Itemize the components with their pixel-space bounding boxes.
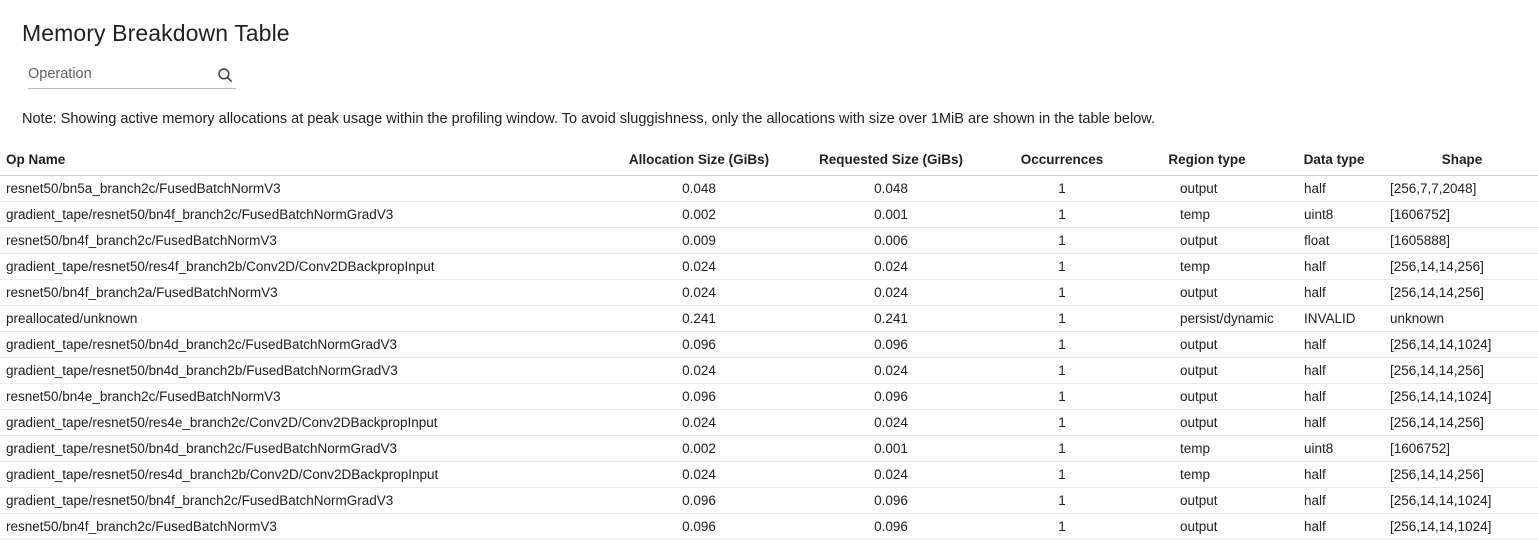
column-header-shape[interactable]: Shape	[1386, 146, 1538, 176]
column-header-allocation-size[interactable]: Allocation Size (GiBs)	[608, 146, 790, 176]
cell-occurrences: 1	[992, 488, 1132, 514]
cell-region-type: temp	[1132, 202, 1282, 228]
cell-allocation-size: 0.048	[608, 176, 790, 202]
cell-data-type: half	[1282, 514, 1386, 540]
search-box[interactable]	[28, 65, 236, 89]
cell-occurrences: 1	[992, 384, 1132, 410]
cell-shape: [256,14,14,1024]	[1386, 332, 1538, 358]
cell-shape: [256,14,14,256]	[1386, 280, 1538, 306]
search-row	[28, 65, 1538, 89]
cell-op-name: gradient_tape/resnet50/res4e_branch2c/Conv2D/Conv2DBackpropInput	[0, 410, 608, 436]
cell-requested-size: 0.241	[790, 306, 992, 332]
cell-data-type: uint8	[1282, 436, 1386, 462]
cell-op-name: resnet50/bn4f_branch2c/FusedBatchNormV3	[0, 228, 608, 254]
column-header-op-name[interactable]: Op Name	[0, 146, 608, 176]
page-title: Memory Breakdown Table	[22, 20, 290, 46]
cell-data-type: half	[1282, 358, 1386, 384]
cell-region-type: output	[1132, 358, 1282, 384]
cell-data-type: half	[1282, 384, 1386, 410]
table-row[interactable]	[0, 228, 1538, 254]
cell-requested-size: 0.001	[790, 436, 992, 462]
search-input[interactable]	[28, 66, 200, 82]
cell-op-name: gradient_tape/resnet50/bn4d_branch2c/FusedBatchNormGradV3	[0, 436, 608, 462]
cell-region-type: output	[1132, 488, 1282, 514]
cell-data-type: half	[1282, 254, 1386, 280]
memory-breakdown-table	[0, 146, 1538, 540]
cell-region-type: temp	[1132, 436, 1282, 462]
cell-allocation-size: 0.096	[608, 488, 790, 514]
cell-data-type: half	[1282, 280, 1386, 306]
table-row[interactable]	[0, 332, 1538, 358]
cell-op-name: gradient_tape/resnet50/bn4f_branch2c/FusedBatchNormGradV3	[0, 488, 608, 514]
cell-region-type: persist/dynamic	[1132, 306, 1282, 332]
cell-occurrences: 1	[992, 228, 1132, 254]
cell-shape: [256,14,14,256]	[1386, 462, 1538, 488]
table-row[interactable]	[0, 358, 1538, 384]
cell-shape: [256,7,7,2048]	[1386, 176, 1538, 202]
cell-allocation-size: 0.002	[608, 202, 790, 228]
cell-op-name: gradient_tape/resnet50/bn4d_branch2b/FusedBatchNormGradV3	[0, 358, 608, 384]
cell-region-type: output	[1132, 280, 1282, 306]
cell-shape: [1605888]	[1386, 228, 1538, 254]
cell-data-type: float	[1282, 228, 1386, 254]
cell-op-name: resnet50/bn4e_branch2c/FusedBatchNormV3	[0, 384, 608, 410]
table-row[interactable]	[0, 384, 1538, 410]
cell-occurrences: 1	[992, 410, 1132, 436]
cell-shape: [256,14,14,1024]	[1386, 488, 1538, 514]
cell-requested-size: 0.024	[790, 462, 992, 488]
column-header-data-type[interactable]: Data type	[1282, 146, 1386, 176]
table-row[interactable]	[0, 202, 1538, 228]
cell-op-name: preallocated/unknown	[0, 306, 608, 332]
cell-requested-size: 0.048	[790, 176, 992, 202]
cell-data-type: half	[1282, 332, 1386, 358]
cell-shape: [256,14,14,256]	[1386, 410, 1538, 436]
cell-occurrences: 1	[992, 254, 1132, 280]
table-header-row	[0, 146, 1538, 176]
cell-data-type: half	[1282, 488, 1386, 514]
table-row[interactable]	[0, 410, 1538, 436]
cell-region-type: output	[1132, 228, 1282, 254]
cell-allocation-size: 0.024	[608, 410, 790, 436]
cell-shape: [256,14,14,256]	[1386, 358, 1538, 384]
cell-requested-size: 0.096	[790, 332, 992, 358]
cell-data-type: half	[1282, 410, 1386, 436]
cell-requested-size: 0.006	[790, 228, 992, 254]
cell-region-type: output	[1132, 410, 1282, 436]
cell-requested-size: 0.024	[790, 280, 992, 306]
cell-occurrences: 1	[992, 202, 1132, 228]
cell-region-type: temp	[1132, 462, 1282, 488]
cell-allocation-size: 0.096	[608, 332, 790, 358]
cell-requested-size: 0.096	[790, 488, 992, 514]
column-header-requested-size[interactable]: Requested Size (GiBs)	[790, 146, 992, 176]
cell-op-name: resnet50/bn4f_branch2c/FusedBatchNormV3	[0, 514, 608, 540]
cell-requested-size: 0.096	[790, 384, 992, 410]
table-row[interactable]	[0, 280, 1538, 306]
cell-data-type: half	[1282, 176, 1386, 202]
table-row[interactable]	[0, 462, 1538, 488]
cell-requested-size: 0.024	[790, 358, 992, 384]
cell-allocation-size: 0.096	[608, 384, 790, 410]
cell-data-type: half	[1282, 462, 1386, 488]
cell-requested-size: 0.024	[790, 254, 992, 280]
table-header	[0, 146, 1538, 176]
cell-op-name: gradient_tape/resnet50/bn4d_branch2c/FusedBatchNormGradV3	[0, 332, 608, 358]
cell-region-type: output	[1132, 384, 1282, 410]
cell-allocation-size: 0.009	[608, 228, 790, 254]
cell-shape: [256,14,14,1024]	[1386, 514, 1538, 540]
cell-shape: [1606752]	[1386, 202, 1538, 228]
cell-allocation-size: 0.096	[608, 514, 790, 540]
table-row[interactable]	[0, 306, 1538, 332]
note-text: Note: Showing active memory allocations at peak usage within the profiling window. To avoid sluggishness, only the allocations with size over 1MiB are shown in the table below.	[22, 111, 1155, 127]
cell-shape: [256,14,14,1024]	[1386, 384, 1538, 410]
cell-requested-size: 0.001	[790, 202, 992, 228]
column-header-region-type[interactable]: Region type	[1132, 146, 1282, 176]
cell-occurrences: 1	[992, 462, 1132, 488]
table-row[interactable]	[0, 176, 1538, 202]
cell-requested-size: 0.096	[790, 514, 992, 540]
cell-region-type: temp	[1132, 254, 1282, 280]
cell-op-name: resnet50/bn4f_branch2a/FusedBatchNormV3	[0, 280, 608, 306]
cell-op-name: gradient_tape/resnet50/res4f_branch2b/Conv2D/Conv2DBackpropInput	[0, 254, 608, 280]
cell-allocation-size: 0.024	[608, 358, 790, 384]
cell-occurrences: 1	[992, 436, 1132, 462]
search-icon[interactable]	[216, 66, 234, 84]
table-row[interactable]	[0, 514, 1538, 540]
cell-occurrences: 1	[992, 332, 1132, 358]
table-row[interactable]	[0, 254, 1538, 280]
table-body	[0, 176, 1538, 540]
cell-occurrences: 1	[992, 176, 1132, 202]
cell-allocation-size: 0.024	[608, 280, 790, 306]
cell-op-name: gradient_tape/resnet50/res4d_branch2b/Conv2D/Conv2DBackpropInput	[0, 462, 608, 488]
cell-shape: [1606752]	[1386, 436, 1538, 462]
cell-data-type: INVALID	[1282, 306, 1386, 332]
cell-occurrences: 1	[992, 280, 1132, 306]
cell-region-type: output	[1132, 176, 1282, 202]
cell-region-type: output	[1132, 514, 1282, 540]
cell-allocation-size: 0.024	[608, 462, 790, 488]
cell-occurrences: 1	[992, 306, 1132, 332]
cell-occurrences: 1	[992, 514, 1132, 540]
cell-op-name: resnet50/bn5a_branch2c/FusedBatchNormV3	[0, 176, 608, 202]
cell-op-name: gradient_tape/resnet50/bn4f_branch2c/FusedBatchNormGradV3	[0, 202, 608, 228]
cell-region-type: output	[1132, 332, 1282, 358]
table-row[interactable]	[0, 488, 1538, 514]
cell-shape: unknown	[1386, 306, 1538, 332]
table-row[interactable]	[0, 436, 1538, 462]
cell-data-type: uint8	[1282, 202, 1386, 228]
cell-allocation-size: 0.002	[608, 436, 790, 462]
cell-requested-size: 0.024	[790, 410, 992, 436]
cell-occurrences: 1	[992, 358, 1132, 384]
column-header-occurrences[interactable]: Occurrences	[992, 146, 1132, 176]
cell-shape: [256,14,14,256]	[1386, 254, 1538, 280]
cell-allocation-size: 0.024	[608, 254, 790, 280]
cell-allocation-size: 0.241	[608, 306, 790, 332]
